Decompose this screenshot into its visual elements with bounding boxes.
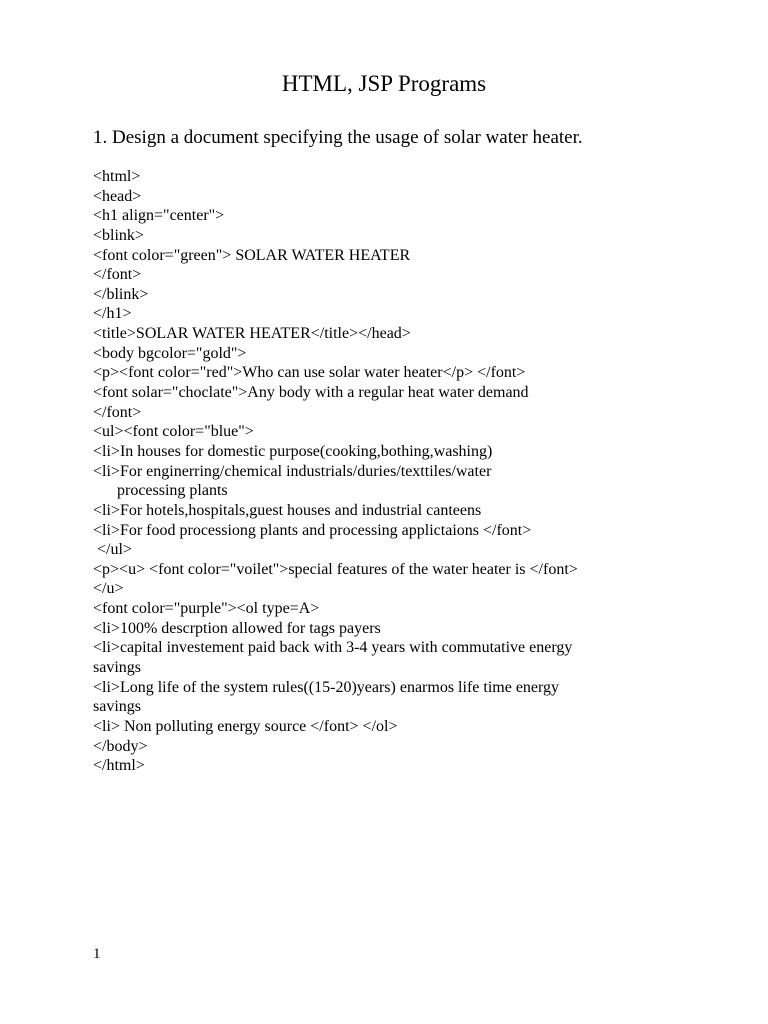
code-line: processing plants: [93, 482, 228, 500]
page-title: HTML, JSP Programs: [281, 71, 487, 96]
code-line: </html>: [93, 757, 145, 775]
code-line: <head>: [93, 187, 142, 205]
code-line: </blink>: [93, 285, 149, 303]
question-heading: 1. Design a document specifying the usage of solar water heater.: [93, 127, 583, 148]
code-line: <li>capital investement paid back with 3-4 years with commutative energy: [93, 639, 573, 657]
code-line: <li>For hotels,hospitals,guest houses and industrial canteens: [93, 501, 482, 519]
code-line: </u>: [93, 580, 124, 598]
code-line: <p><u> <font color="voilet">special features of the water heater is </font>: [93, 560, 578, 578]
code-line: <title>SOLAR WATER HEATER</title></head>: [93, 325, 411, 343]
code-line: <p><font color="red">Who can use solar water heater</p> </font>: [93, 364, 526, 382]
page-number: 1: [93, 946, 101, 962]
code-line: <font solar="choclate">Any body with a regular heat water demand: [93, 384, 529, 402]
code-line: </h1>: [93, 305, 132, 323]
code-line: <ul><font color="blue">: [93, 423, 254, 441]
code-line: <font color="green"> SOLAR WATER HEATER: [93, 246, 411, 264]
code-line: <body bgcolor="gold">: [93, 344, 247, 362]
code-line: <font color="purple"><ol type=A>: [93, 600, 320, 618]
code-line: </font>: [93, 403, 142, 421]
code-line: </font>: [93, 266, 142, 284]
code-line: <li>For enginerring/chemical industrials/duries/texttiles/water: [93, 462, 492, 480]
code-line: <li>In houses for domestic purpose(cooking,bothing,washing): [93, 442, 493, 460]
code-line: savings: [93, 698, 141, 716]
code-line: <li>For food processiong plants and processing applictaions </font>: [93, 521, 532, 539]
code-line: </ul>: [93, 541, 132, 559]
code-line: <h1 align="center">: [93, 207, 225, 225]
code-line: <li>100% descrption allowed for tags payers: [93, 619, 381, 637]
code-line: <li>Long life of the system rules((15-20)years) enarmos life time energy: [93, 678, 560, 696]
code-line: <blink>: [93, 226, 144, 244]
code-line: savings: [93, 659, 141, 677]
code-line: <html>: [93, 168, 141, 185]
code-line: <li> Non polluting energy source </font> </ol>: [93, 717, 398, 735]
code-line: </body>: [93, 737, 148, 755]
code-listing: [93, 167, 693, 776]
